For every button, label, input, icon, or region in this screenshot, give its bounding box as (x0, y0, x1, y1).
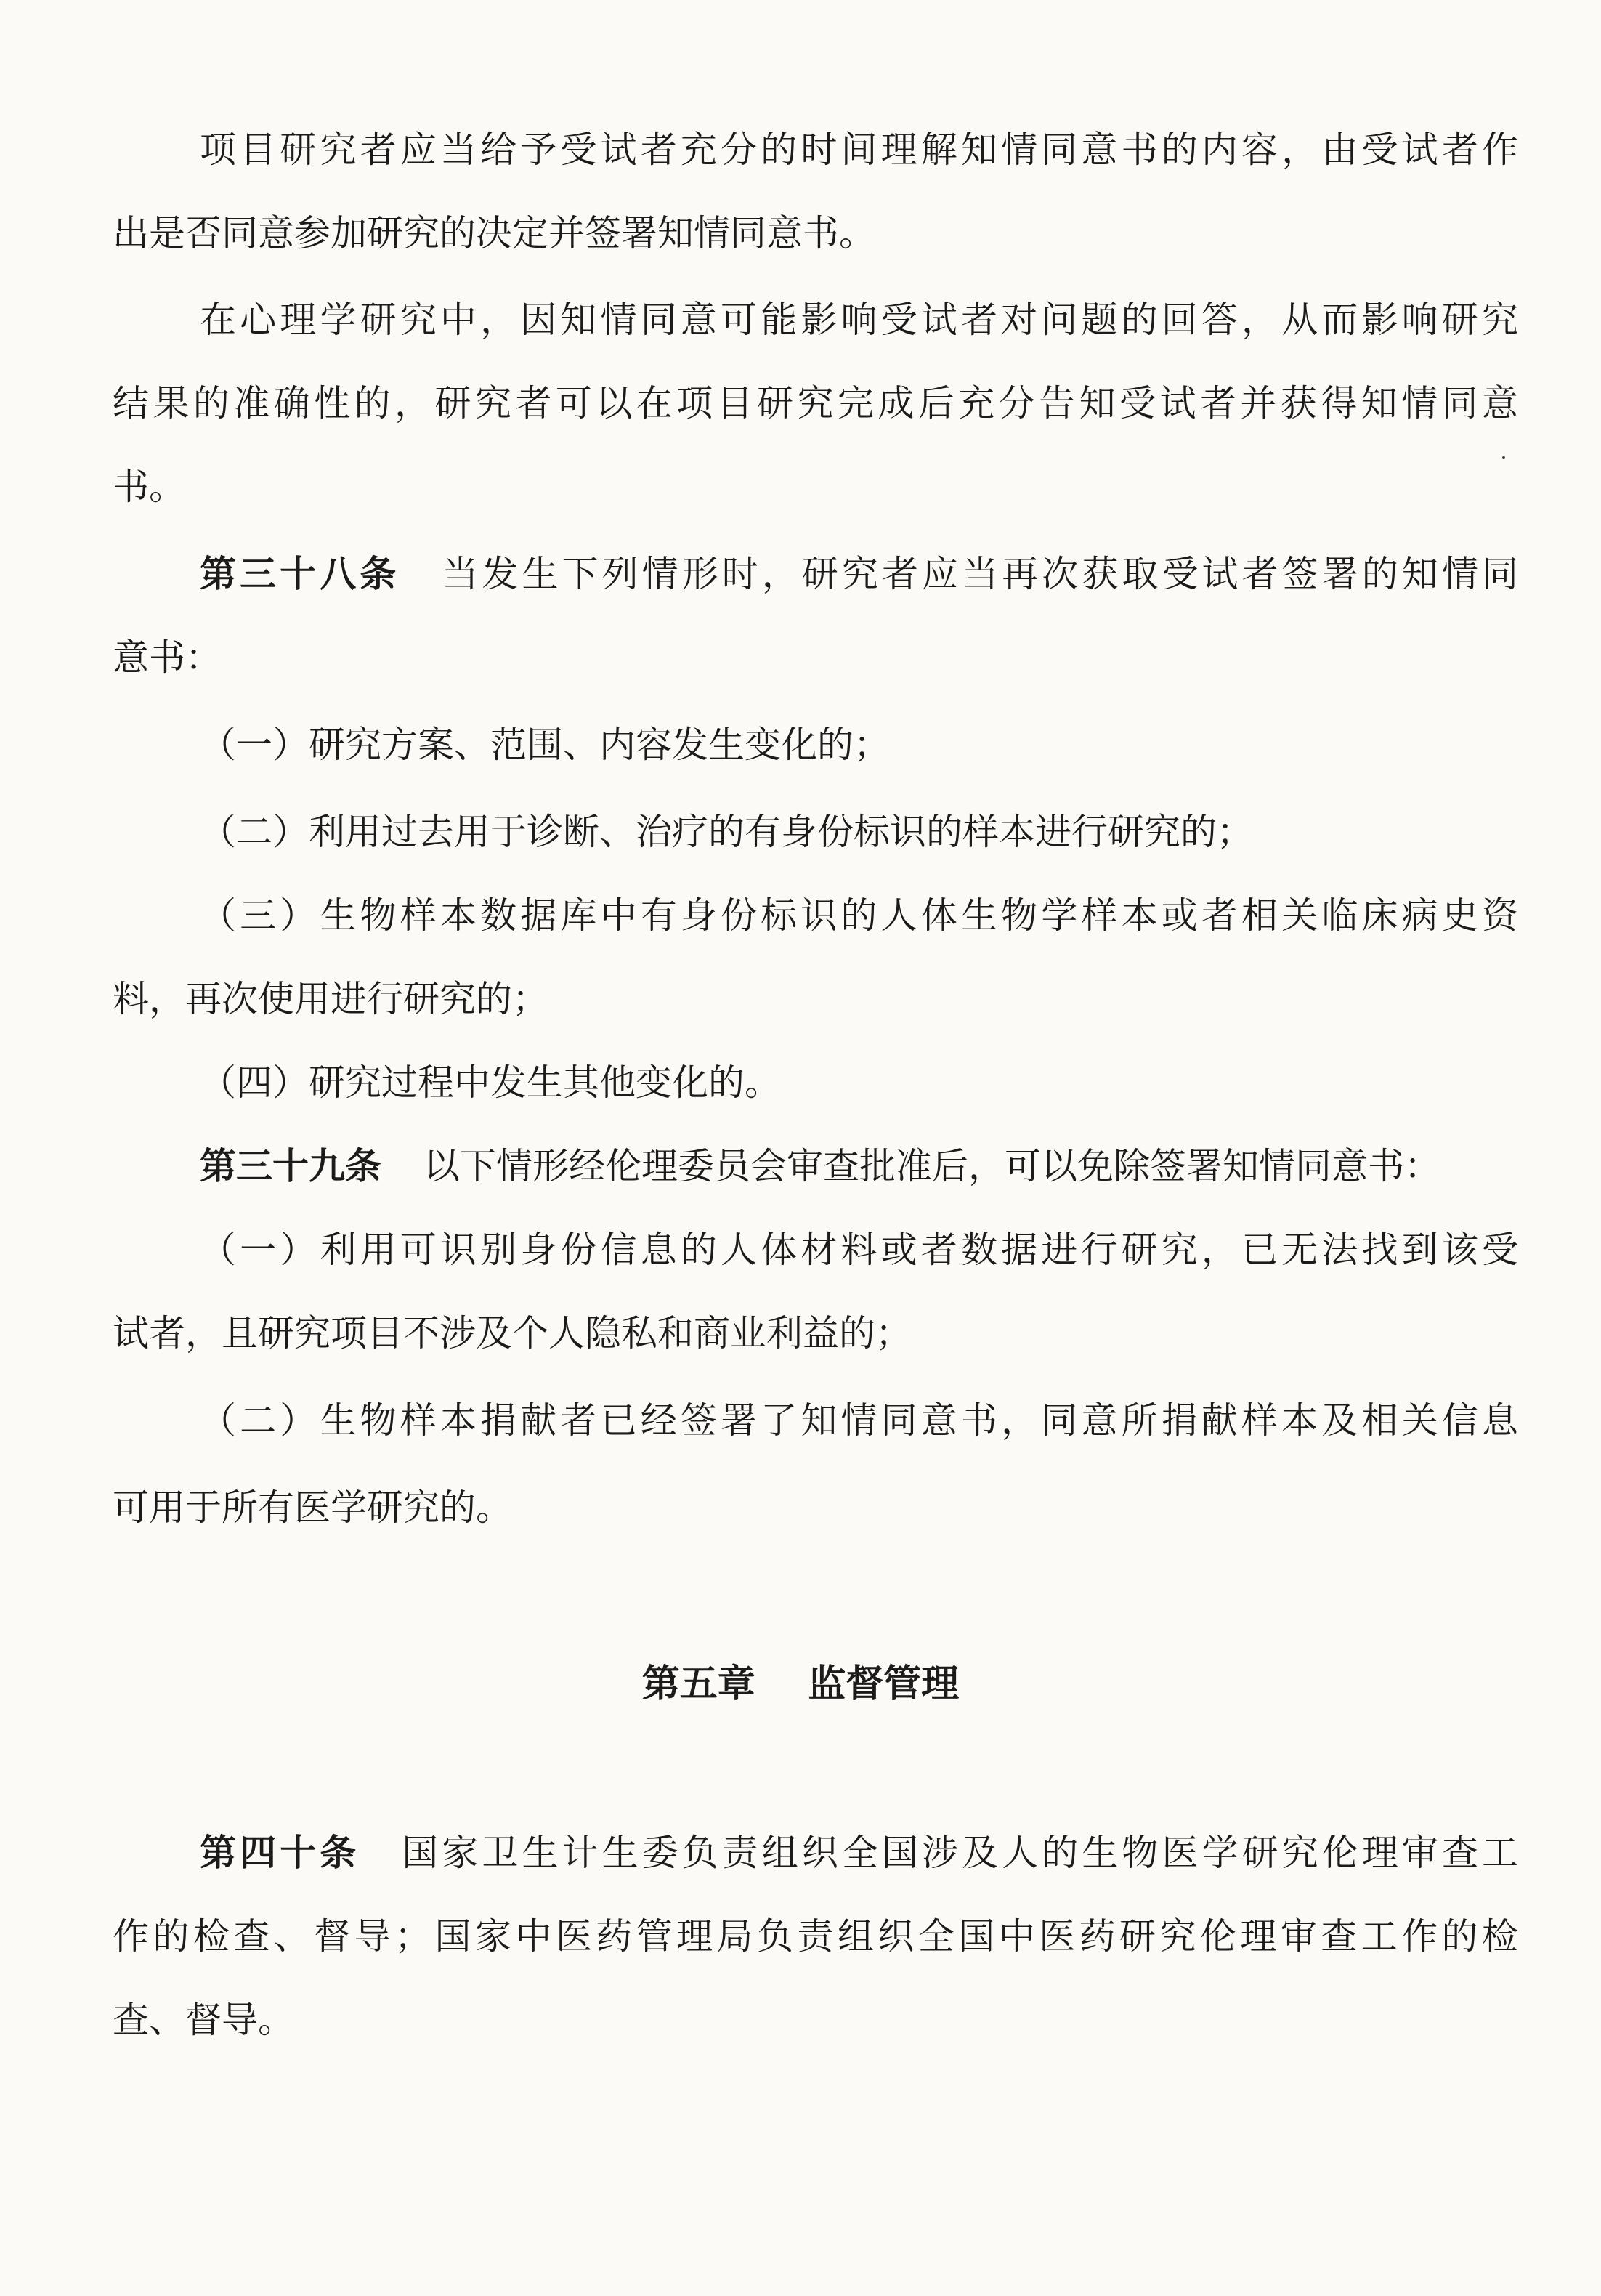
scan-speck (1502, 456, 1505, 459)
text-line: 试者，且研究项目不涉及个人隐私和商业利益的； (113, 1312, 912, 1354)
text-line: 出是否同意参加研究的决定并签署知情同意书。 (113, 212, 875, 254)
text-line: 查、督导。 (113, 1999, 294, 2041)
text-line: 在心理学研究中，因知情同意可能影响受试者对问题的回答，从而影响研究 (200, 299, 1518, 341)
article-text: 当发生下列情形时，研究者应当再次获取受试者签署的知情同 (442, 553, 1519, 595)
text-line: 料，再次使用进行研究的； (113, 978, 548, 1020)
list-item: （一）研究方案、范围、内容发生变化的； (200, 724, 890, 766)
article-number: 第四十条 (200, 1831, 360, 1874)
text-line: 结果的准确性的，研究者可以在项目研究完成后充分告知受试者并获得知情同意 (113, 382, 1518, 424)
list-item: （二）生物样本捐献者已经签署了知情同意书，同意所捐献样本及相关信息 (200, 1399, 1518, 1442)
text-line: 意书： (113, 636, 222, 679)
list-item: （四）研究过程中发生其他变化的。 (200, 1062, 781, 1104)
article-text: 以下情形经伦理委员会审查批准后，可以免除签署知情同意书： (423, 1145, 1440, 1187)
text-line: 书。 (113, 466, 185, 508)
article-text: 国家卫生计生委负责组织全国涉及人的生物医学研究伦理审查工 (402, 1832, 1519, 1874)
text-line: 可用于所有医学研究的。 (113, 1487, 512, 1529)
article-number: 第三十八条 (200, 552, 400, 595)
article-38-line (200, 546, 1518, 602)
chapter-heading (0, 1655, 1601, 1713)
text-line: 项目研究者应当给予受试者充分的时间理解知情同意书的内容，由受试者作 (200, 129, 1518, 171)
article-40-line (200, 1825, 1518, 1880)
article-number: 第三十九条 (200, 1144, 381, 1187)
chapter-number: 第五章 (641, 1662, 755, 1706)
article-39-line (200, 1139, 1518, 1194)
list-item: （三）生物样本数据库中有身份标识的人体生物学样本或者相关临床病史资 (200, 894, 1518, 937)
chapter-title: 监督管理 (808, 1662, 960, 1706)
list-item: （二）利用过去用于诊断、治疗的有身份标识的样本进行研究的； (200, 811, 1253, 853)
list-item: （一）利用可识别身份信息的人体材料或者数据进行研究，已无法找到该受 (200, 1229, 1518, 1271)
text-line: 作的检查、督导；国家中医药管理局负责组织全国中医药研究伦理审查工作的检 (113, 1915, 1518, 1957)
